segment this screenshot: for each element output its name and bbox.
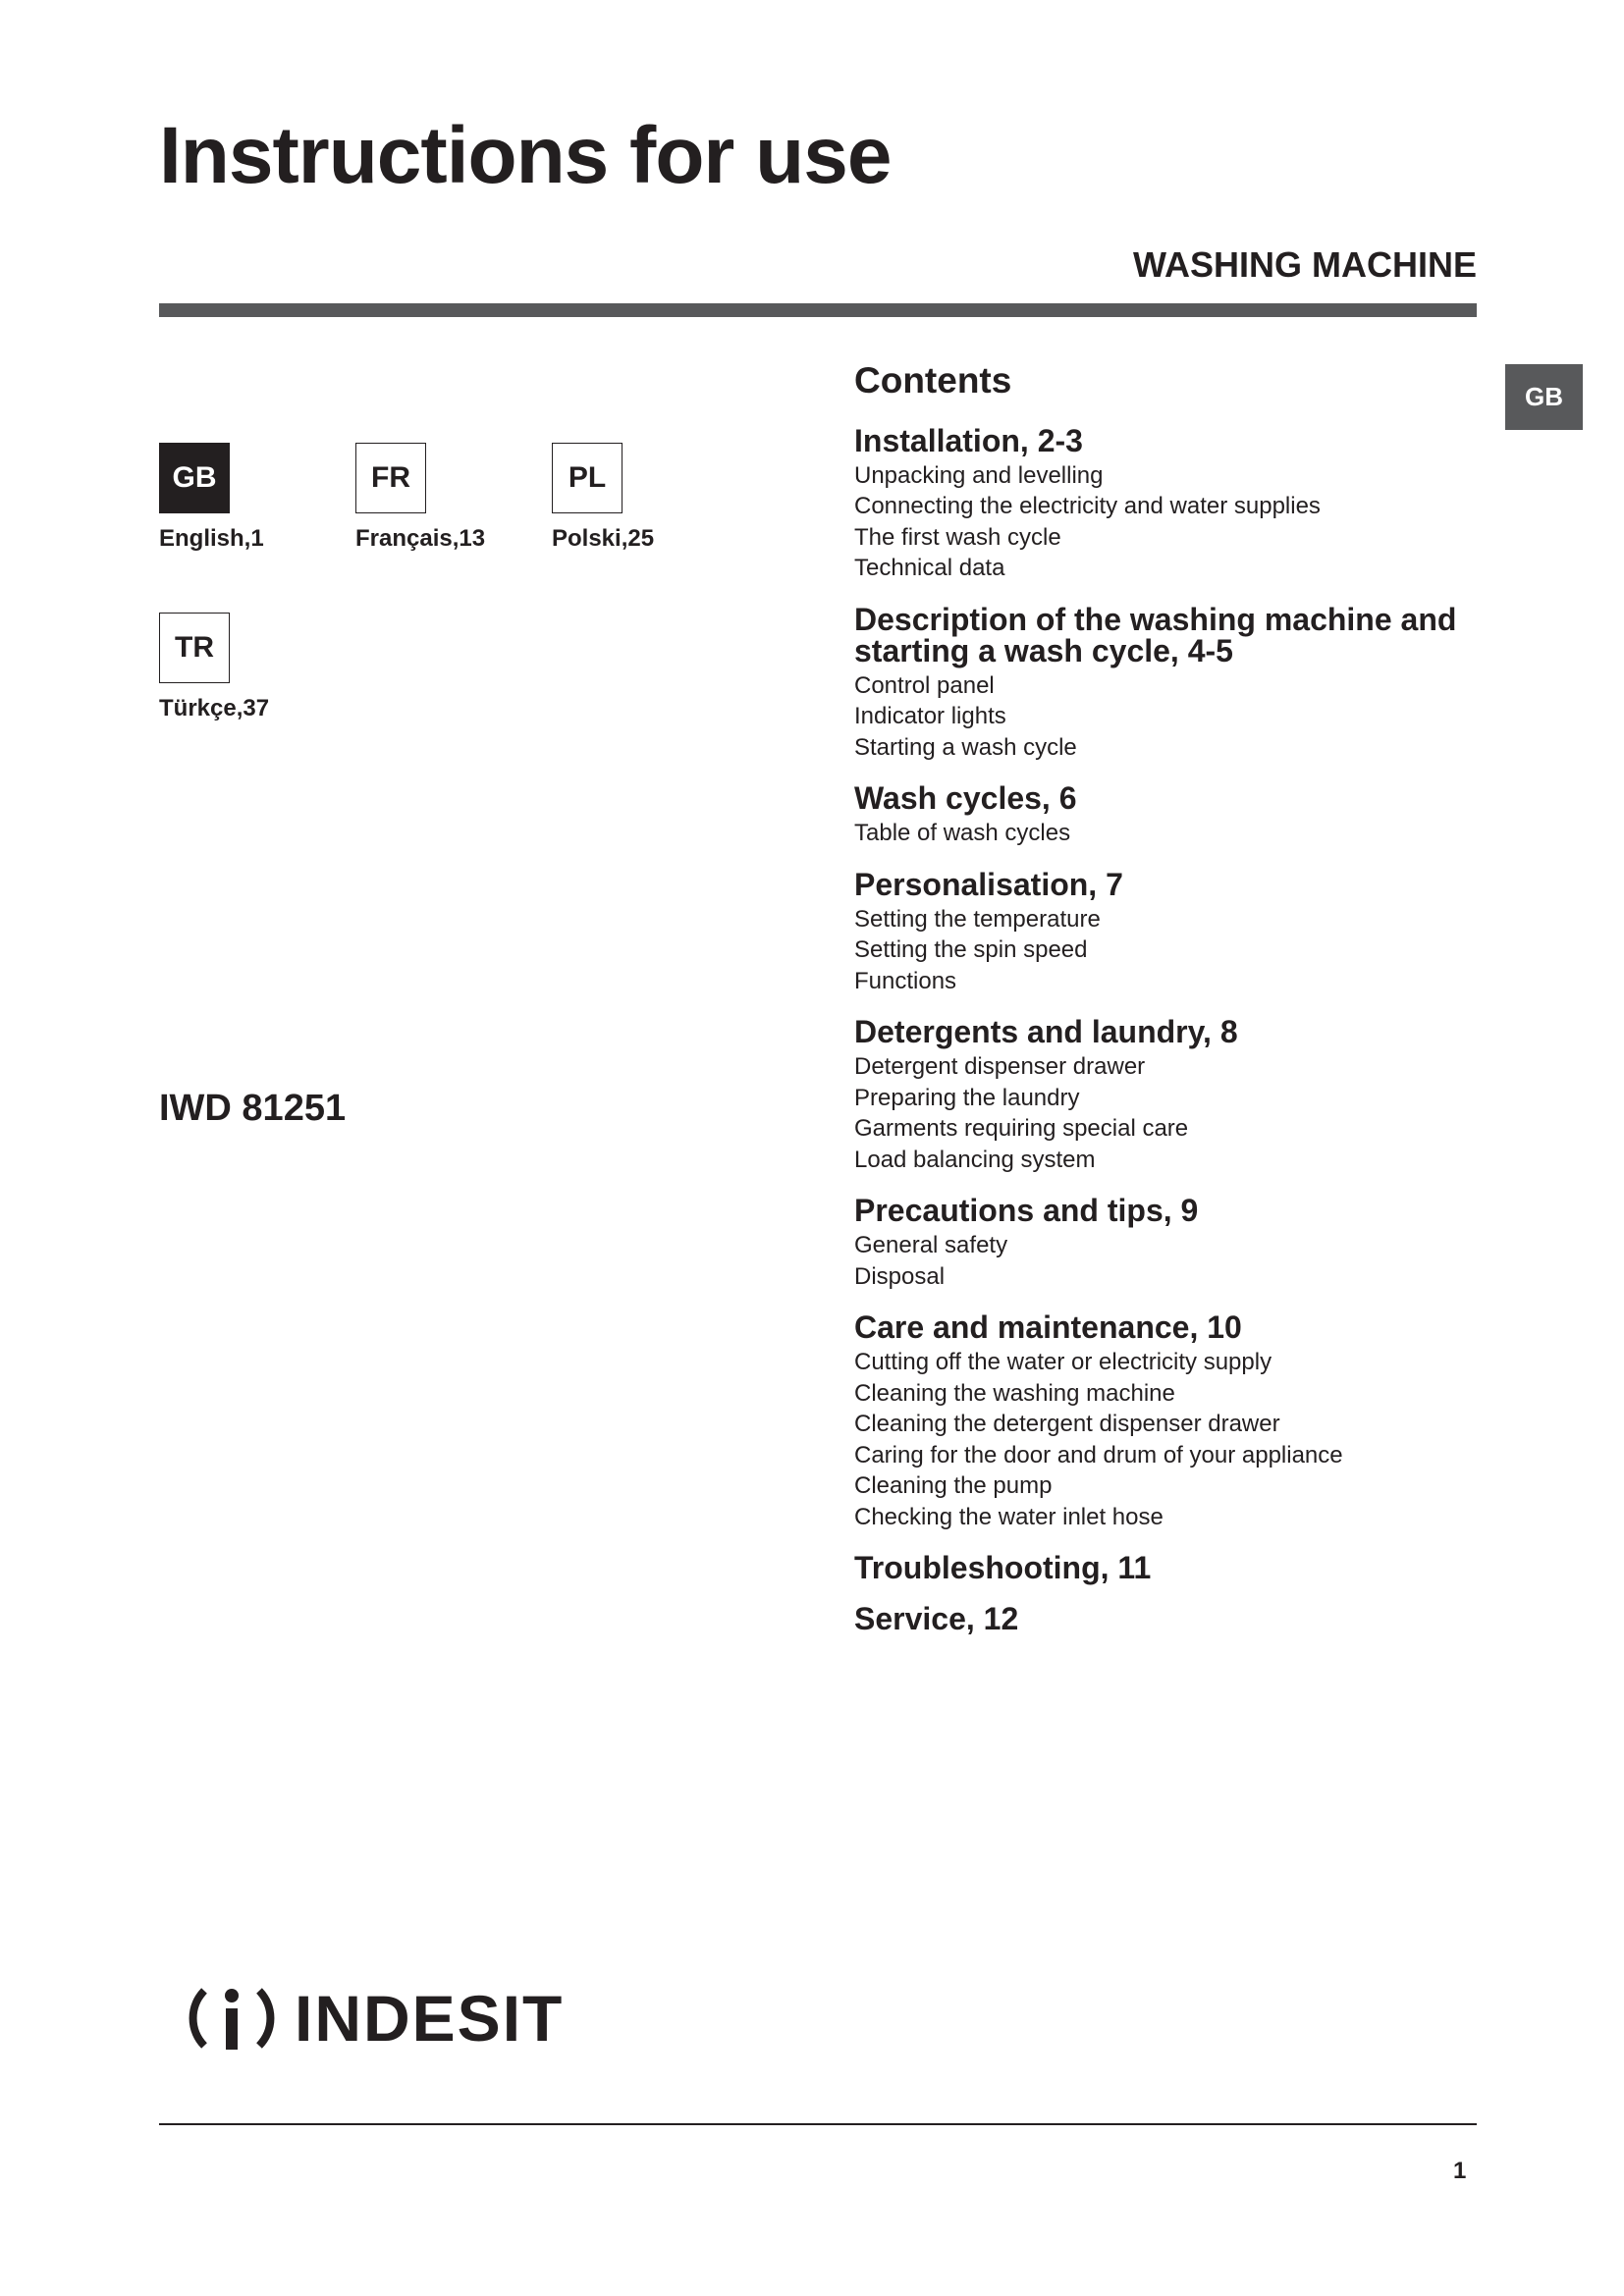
language-code-badge: GB xyxy=(159,443,230,513)
toc-subsection[interactable]: Detergent dispenser drawer xyxy=(854,1053,1146,1081)
language-option-pl[interactable] xyxy=(552,443,654,553)
toc-subsection[interactable]: Setting the temperature xyxy=(854,905,1101,933)
contents-heading: Contents xyxy=(854,360,1012,400)
toc-subsection[interactable]: Garments requiring special care xyxy=(854,1115,1189,1143)
toc-section[interactable] xyxy=(854,782,1492,849)
language-code-badge: FR xyxy=(355,443,426,513)
language-option-tr[interactable] xyxy=(159,613,269,722)
toc-subsection[interactable]: Table of wash cycles xyxy=(854,820,1071,847)
toc-section-list xyxy=(854,422,1492,1637)
toc-subsection[interactable]: Disposal xyxy=(854,1262,946,1290)
footer-divider xyxy=(159,2123,1477,2125)
brand-logo xyxy=(183,1969,564,2067)
toc-subsection[interactable]: Cleaning the detergent dispenser drawer xyxy=(854,1411,1280,1438)
indesit-logo-icon xyxy=(183,1969,281,2067)
toc-section[interactable] xyxy=(854,866,1492,997)
toc-section-title[interactable]: Personalisation, 7 xyxy=(854,866,1123,902)
language-label: Polski,25 xyxy=(552,525,655,552)
page-title: Instructions for use xyxy=(159,111,892,200)
table-of-contents xyxy=(854,361,1492,1654)
toc-subsection[interactable]: Technical data xyxy=(854,555,1005,582)
toc-subsection[interactable]: Starting a wash cycle xyxy=(854,733,1077,761)
toc-section-title[interactable]: Service, 12 xyxy=(854,1601,1019,1637)
brand-name: INDESIT xyxy=(295,1982,565,2055)
page-number: 1 xyxy=(1453,2158,1467,2184)
toc-subsection[interactable]: Unpacking and levelling xyxy=(854,461,1104,489)
language-code-badge: TR xyxy=(159,613,230,683)
toc-subsection[interactable]: Cleaning the pump xyxy=(854,1472,1053,1500)
toc-subsection[interactable]: Control panel xyxy=(854,671,995,699)
toc-section-title[interactable]: Detergents and laundry, 8 xyxy=(854,1014,1238,1050)
toc-subsection[interactable]: Checking the water inlet hose xyxy=(854,1503,1164,1530)
toc-subsection[interactable]: Cleaning the washing machine xyxy=(854,1379,1175,1407)
toc-section[interactable] xyxy=(854,601,1483,764)
language-option-gb[interactable] xyxy=(159,443,264,553)
toc-section[interactable] xyxy=(854,1311,1492,1532)
toc-section[interactable] xyxy=(854,1601,1492,1637)
toc-section[interactable] xyxy=(854,1550,1492,1586)
toc-section[interactable] xyxy=(854,422,1492,584)
toc-subsection[interactable]: Functions xyxy=(854,967,957,994)
toc-section-title[interactable]: Troubleshooting, 11 xyxy=(854,1550,1152,1586)
toc-subsection[interactable]: The first wash cycle xyxy=(854,523,1061,551)
toc-subsection[interactable]: Load balancing system xyxy=(854,1146,1096,1173)
language-option-fr[interactable] xyxy=(355,443,485,553)
language-code-badge: PL xyxy=(552,443,623,513)
toc-section-title[interactable]: Care and maintenance, 10 xyxy=(854,1309,1242,1346)
toc-section-title[interactable]: Installation, 2-3 xyxy=(854,422,1083,458)
toc-section-title[interactable]: Description of the washing machine and starting a wash cycle, 4-5 xyxy=(854,601,1457,668)
language-side-tab: GB xyxy=(1505,364,1583,430)
toc-section[interactable] xyxy=(854,1016,1492,1175)
language-label: Français,13 xyxy=(355,525,486,552)
language-label: Türkçe,37 xyxy=(159,695,270,721)
toc-subsection[interactable]: Setting the spin speed xyxy=(854,936,1088,964)
toc-subsection[interactable]: Indicator lights xyxy=(854,703,1006,730)
toc-section-title[interactable]: Wash cycles, 6 xyxy=(854,780,1077,817)
document-subtitle: WASHING MACHINE xyxy=(1133,244,1477,285)
toc-section[interactable] xyxy=(854,1195,1492,1292)
language-label: English,1 xyxy=(159,525,264,552)
header-divider xyxy=(159,303,1477,317)
toc-subsection[interactable]: Connecting the electricity and water supplies xyxy=(854,493,1321,520)
toc-subsection[interactable]: Caring for the door and drum of your appliance xyxy=(854,1441,1343,1468)
toc-section-title[interactable]: Precautions and tips, 9 xyxy=(854,1193,1199,1229)
toc-subsection[interactable]: Cutting off the water or electricity supply xyxy=(854,1349,1272,1376)
toc-subsection[interactable]: General safety xyxy=(854,1232,1008,1259)
model-number: IWD 81251 xyxy=(159,1088,347,1129)
toc-subsection[interactable]: Preparing the laundry xyxy=(854,1084,1080,1111)
